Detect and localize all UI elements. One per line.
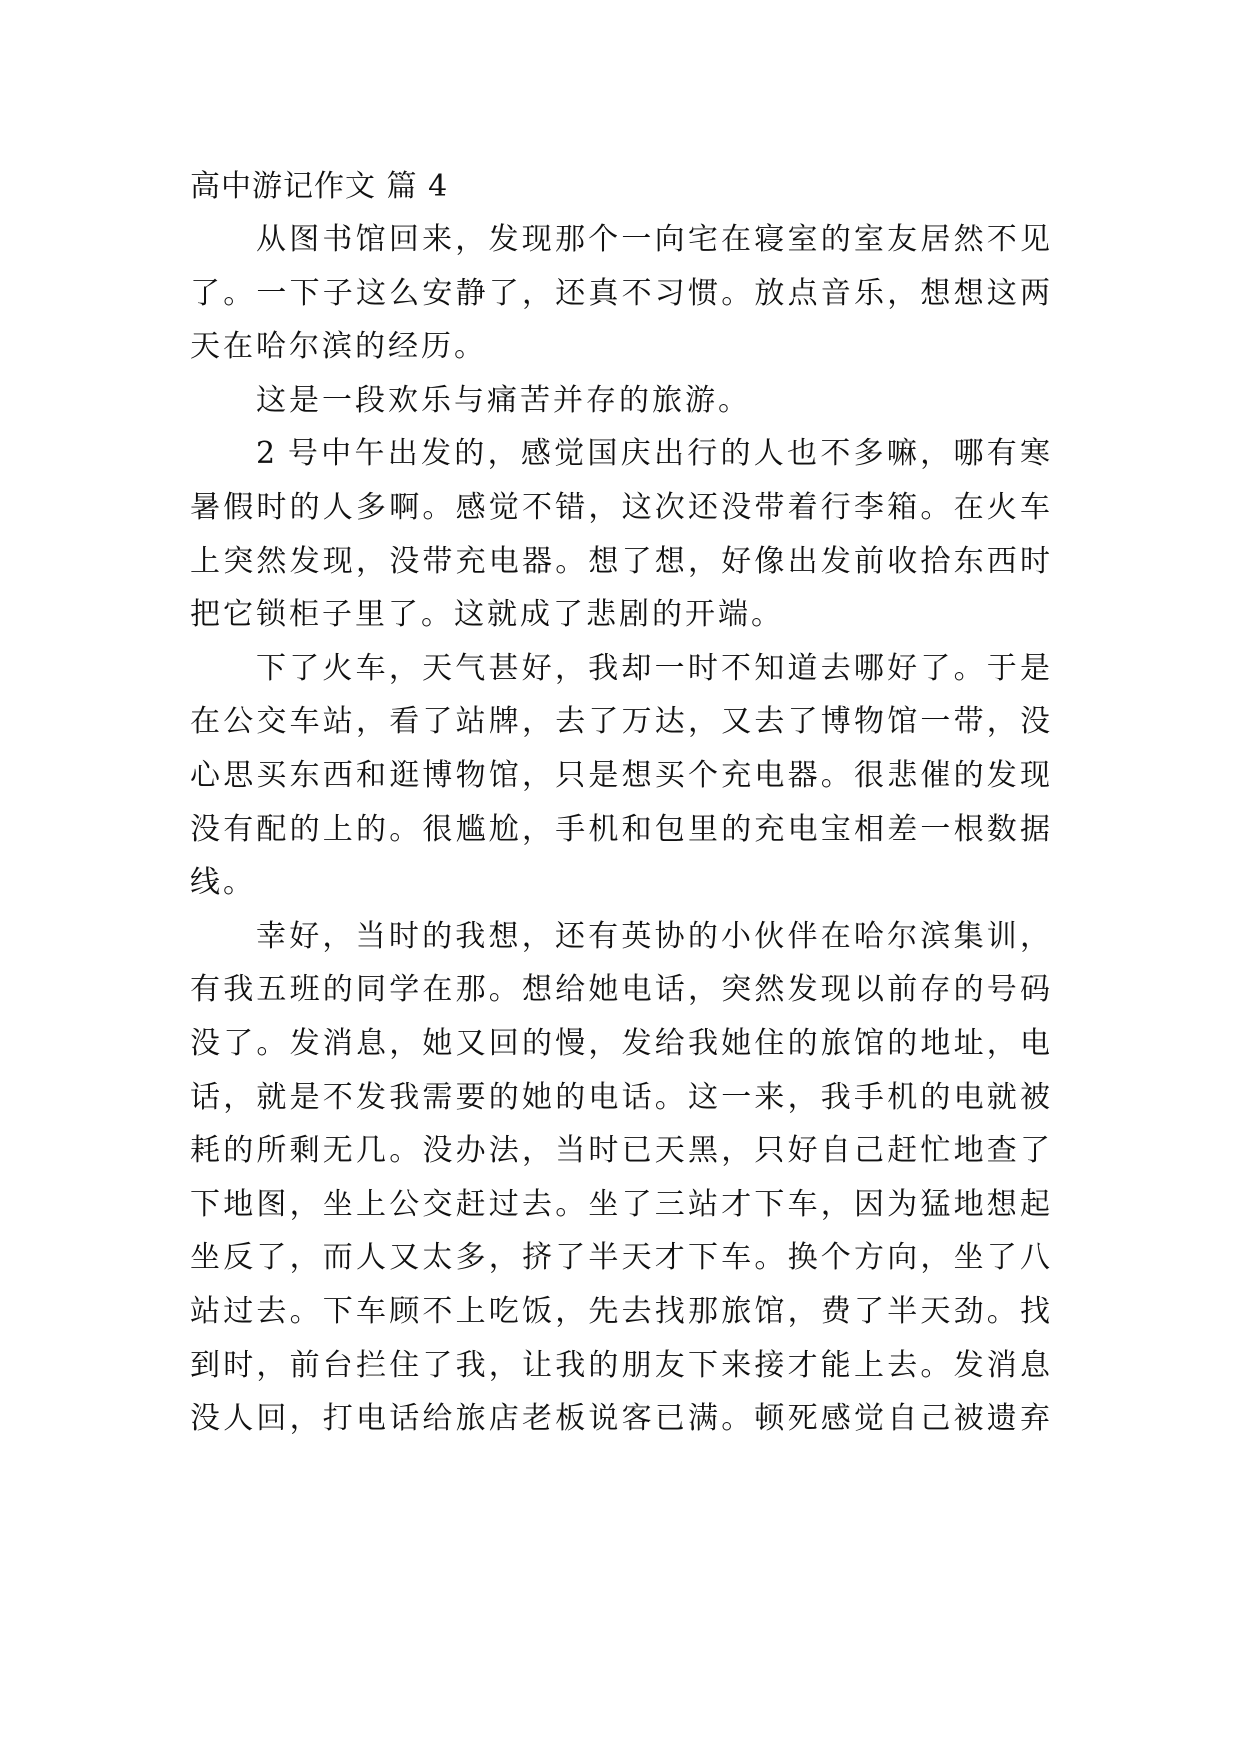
text-line: 上突然发现，没带充电器。想了想，好像出发前收拾东西时	[190, 543, 1050, 579]
text-line: 有我五班的同学在那。想给她电话，突然发现以前存的号码	[190, 972, 1050, 1008]
text-line: 下地图，坐上公交赶过去。坐了三站才下车，因为猛地想起	[190, 1186, 1050, 1222]
text-line: 耗的所剩无几。没办法，当时已天黑，只好自己赶忙地查了	[190, 1133, 1050, 1169]
text-line: 线。	[190, 865, 256, 901]
document-title: 高中游记作文 篇 4	[190, 169, 449, 204]
text-line: 下了火车，天气甚好，我却一时不知道去哪好了。于是	[256, 650, 1050, 686]
text-line: 了。一下子这么安静了，还真不习惯。放点音乐，想想这两	[190, 275, 1050, 311]
text-line: 没人回，打电话给旅店老板说客已满。顿死感觉自己被遗弃	[190, 1401, 1050, 1437]
text-line: 在公交车站，看了站牌，去了万达，又去了博物馆一带，没	[190, 704, 1050, 740]
text-line: 没有配的上的。很尴尬，手机和包里的充电宝相差一根数据	[190, 811, 1050, 847]
text-line: 幸好，当时的我想，还有英协的小伙伴在哈尔滨集训，	[256, 918, 1050, 954]
text-line: 从图书馆回来，发现那个一向宅在寝室的室友居然不见	[256, 222, 1050, 257]
text-line: 没了。发消息，她又回的慢，发给我她住的旅馆的地址，电	[190, 1026, 1050, 1061]
text-line: 心思买东西和逛博物馆，只是想买个充电器。很悲催的发现	[190, 758, 1050, 793]
text-line: 2 号中午出发的，感觉国庆出行的人也不多嘛，哪有寒	[256, 436, 1050, 472]
text-line: 暑假时的人多啊。感觉不错，这次还没带着行李箱。在火车	[190, 490, 1050, 525]
text-line: 把它锁柜子里了。这就成了悲剧的开端。	[190, 597, 784, 633]
text-line: 这是一段欢乐与痛苦并存的旅游。	[256, 382, 751, 418]
text-line: 话，就是不发我需要的她的电话。这一来，我手机的电就被	[190, 1079, 1050, 1115]
text-line: 天在哈尔滨的经历。	[190, 329, 487, 365]
text-line: 坐反了，而人又太多，挤了半天才下车。换个方向，坐了八	[190, 1240, 1050, 1276]
text-line: 站过去。下车顾不上吃饭，先去找那旅馆，费了半天劲。找	[190, 1294, 1050, 1329]
text-line: 到时，前台拦住了我，让我的朋友下来接才能上去。发消息	[190, 1347, 1050, 1383]
